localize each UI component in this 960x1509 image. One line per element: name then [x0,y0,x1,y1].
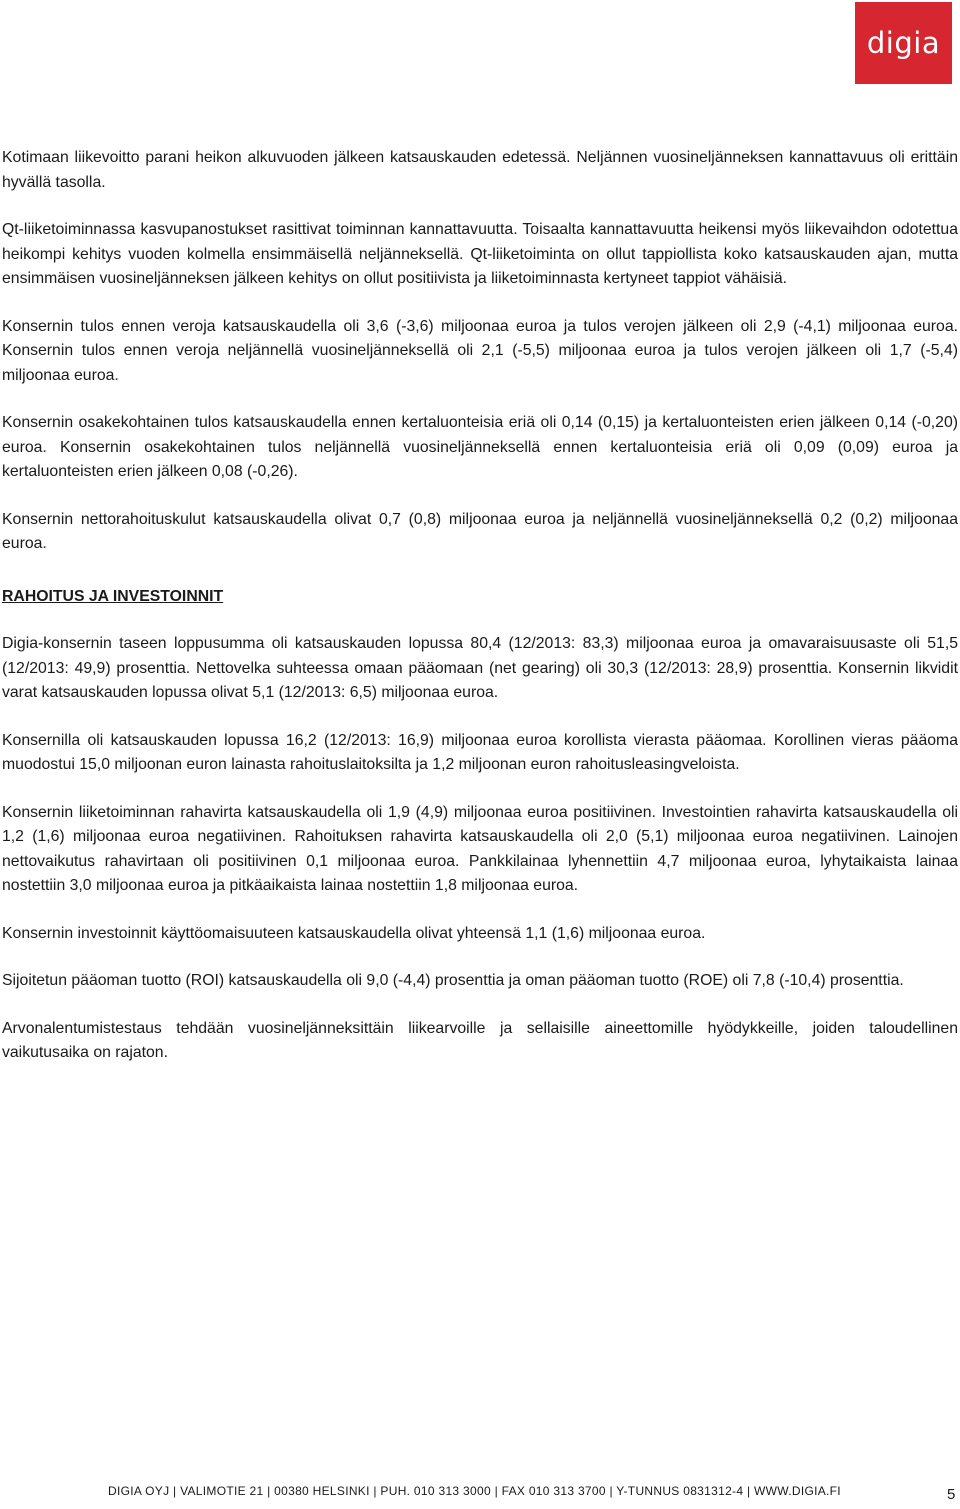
paragraph: Sijoitetun pääoman tuotto (ROI) katsauskaudella oli 9,0 (-4,4) prosenttia ja oman pääoman tuotto (ROE) oli 7,8 (-10,4) prosenttia. [2,972,904,989]
paragraph: Konsernin osakekohtainen tulos katsauskaudella ennen kertaluonteisia eriä oli 0,14 (0,15) ja kertaluonteisten erien jälkeen 0,14 (-0,20) euroa. Konsernin osakekohtainen tulos neljännellä vuosineljänneksellä ennen kertaluonteisia eriä oli 0,09 (0,09) euroa ja kertaluonteisten erien jälkeen 0,08 (-0,26). [2,414,958,480]
page-footer: DIGIA OYJ | VALIMOTIE 21 | 00380 HELSINKI | PUH. 010 313 3000 | FAX 010 313 3700 | Y-TUNNUS 0831312-4 | WWW.DIGIA.FI [108,1484,841,1498]
paragraph: Konsernin liiketoiminnan rahavirta katsauskaudella oli 1,9 (4,9) miljoonaa euroa positiivinen. Investointien rahavirta katsauskaudella oli 1,2 (1,6) miljoonaa euroa negatiivinen. Rahoituksen rahavirta katsauskaudella oli 2,0 (5,1) miljoonaa euroa negatiivinen. Lainojen nettovaikutus rahavirtaan oli positiivinen 0,1 miljoonaa euroa. Pankkilainaa lyhennettiin 4,7 miljoonaa euroa, lyhytaikaista lainaa nostettiin 3,0 miljoonaa euroa ja pitkäaikaista lainaa nostettiin 1,8 miljoonaa euroa. [2,803,959,894]
paragraph: Konsernilla oli katsauskauden lopussa 16,2 (12/2013: 16,9) miljoonaa euroa korollista vierasta pääomaa. Korollinen vieras pääoma muodostui 15,0 miljoonan euron lainasta rahoituslaitoksilta ja 1,2 miljoonan euron rahoitusleasingveloista. [2,731,958,773]
paragraph: Konsernin tulos ennen veroja katsauskaudella oli 3,6 (-3,6) miljoonaa euroa ja tulos verojen jälkeen oli 2,9 (-4,1) miljoonaa euroa. Konsernin tulos ennen veroja neljännellä vuosineljänneksellä oli 2,1 (-5,5) miljoonaa euroa ja tulos verojen jälkeen oli 1,7 (-5,4) miljoonaa euroa. [2,317,958,384]
page-number: 5 [947,1486,956,1503]
digia-logo [855,2,952,84]
paragraph: Arvonalentumistestaus tehdään vuosineljänneksittäin liikearvoille ja sellaisille aineettomille hyödykkeille, joiden taloudellinen vaikutusaika on rajaton. [2,1019,958,1061]
paragraph: Kotimaan liikevoitto parani heikon alkuvuoden jälkeen katsauskauden edetessä. Neljännen vuosineljänneksen kannattavuus oli erittäin hyvällä tasolla. [2,149,958,191]
document-body [2,146,958,1089]
paragraph: Digia-konsernin taseen loppusumma oli katsauskauden lopussa 80,4 (12/2013: 83,3) miljoonaa euroa ja omavaraisuusaste oli 51,5 (12/2013: 49,9) prosenttia. Nettovelka suhteessa omaan pääomaan (net gearing) oli 30,3 (12/2013: 28,9) prosenttia. Konsernin likvidit varat katsauskauden lopussa olivat 5,1 (12/2013: 6,5) miljoonaa euroa. [2,635,958,701]
paragraph: Konsernin nettorahoituskulut katsauskaudella olivat 0,7 (0,8) miljoonaa euroa ja neljännellä vuosineljänneksellä 0,2 (0,2) miljoonaa euroa. [2,510,958,552]
paragraph: Konsernin investoinnit käyttöomaisuuteen katsauskaudella olivat yhteensä 1,1 (1,6) miljoonaa euroa. [2,924,706,942]
logo-text: digia [866,26,941,60]
section-heading: RAHOITUS JA INVESTOINNIT [2,587,224,605]
paragraph: Qt-liiketoiminnassa kasvupanostukset rasittivat toiminnan kannattavuutta. Toisaalta kannattavuutta heikensi myös liikevaihdon odotettua heikompi kehitys vuoden kolmella ensimmäisellä neljänneksellä. Qt-liiketoiminta on ollut tappiollista koko katsauskauden ajan, mutta ensimmäisen vuosineljänneksen jälkeen kehitys on ollut positiivista ja liiketoiminnasta kertyneet tappiot vähäisiä. [2,221,958,287]
